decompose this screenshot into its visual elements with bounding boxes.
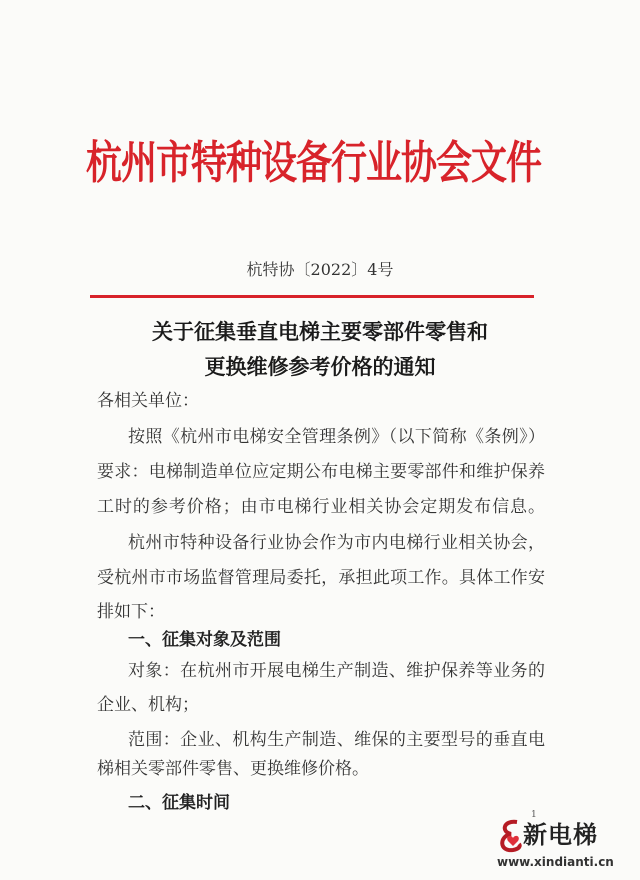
body-line: 排如下： <box>97 602 165 622</box>
body-line: 范围：企业、机构生产制造、维保的主要型号的垂直电 <box>128 730 545 750</box>
red-divider <box>90 295 534 298</box>
notice-title-line2: 更换维修参考价格的通知 <box>204 354 436 379</box>
body-line: 杭州市特种设备行业协会作为市内电梯行业相关协会， <box>128 533 545 553</box>
section-heading-1: 一、征集对象及范围 <box>128 630 281 650</box>
page-number: 1 <box>531 810 537 820</box>
notice-title-line1: 关于征集垂直电梯主要零部件零售和 <box>152 319 488 344</box>
body-line: 梯相关零部件零售、更换维修价格。 <box>97 759 369 779</box>
body-line: 按照《杭州市电梯安全管理条例》（以下简称《条例》） <box>128 427 545 447</box>
watermark-name: 新电梯 <box>523 821 598 849</box>
body-line: 受杭州市市场监督管理局委托，承担此项工作。具体工作安 <box>97 568 545 588</box>
watermark-url: www.xindianti.cn <box>497 855 614 869</box>
salutation: 各相关单位： <box>97 391 199 411</box>
body-line: 对象：在杭州市开展电梯生产制造、维护保养等业务的 <box>128 661 545 681</box>
body-line: 要求：电梯制造单位应定期公布电梯主要零部件和维护保养 <box>97 462 545 482</box>
body-line: 工时的参考价格；由市电梯行业相关协会定期发布信息。 <box>97 497 545 517</box>
document-header-title: 杭州市特种设备行业协会文件 <box>86 136 542 190</box>
body-line: 企业、机构； <box>97 695 199 715</box>
logo-icon <box>497 818 525 854</box>
section-heading-2: 二、征集时间 <box>128 793 230 813</box>
document-number: 杭特协〔2022〕4号 <box>246 260 394 279</box>
